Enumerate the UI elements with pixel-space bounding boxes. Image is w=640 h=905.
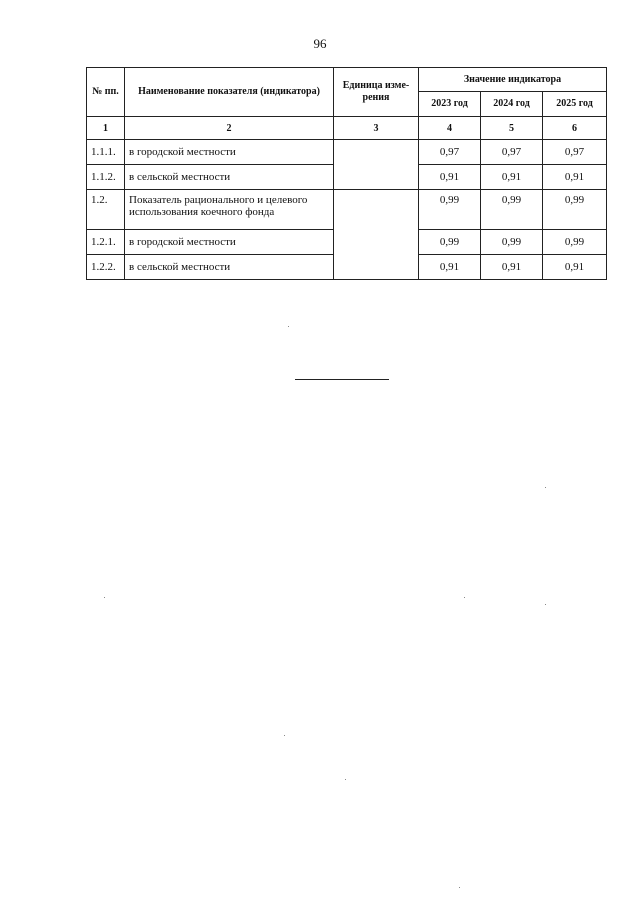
header-row	[87, 68, 607, 92]
row-name: Показатель рационального и целевого использования коечного фонда	[125, 190, 334, 230]
row-name: в сельской местности	[125, 255, 334, 280]
scan-speck	[464, 597, 465, 598]
scan-speck	[288, 326, 289, 327]
row-value-2024: 0,91	[481, 255, 543, 280]
row-number: 1.2.1.	[87, 230, 125, 255]
row-value-2025: 0,91	[543, 165, 607, 190]
header-value-group: Значение индикатора	[419, 68, 607, 92]
row-value-2023: 0,91	[419, 255, 481, 280]
column-number: 2	[125, 117, 334, 140]
row-value-2025: 0,97	[543, 140, 607, 165]
header-year-2023: 2023 год	[419, 92, 481, 117]
row-number: 1.1.1.	[87, 140, 125, 165]
row-value-2025: 0,99	[543, 190, 607, 230]
row-value-2023: 0,99	[419, 230, 481, 255]
row-name: в городской местности	[125, 140, 334, 165]
header-year-2025: 2025 год	[543, 92, 607, 117]
row-value-2023: 0,99	[419, 190, 481, 230]
row-name: в сельской местности	[125, 165, 334, 190]
row-value-2024: 0,99	[481, 190, 543, 230]
scan-speck	[345, 779, 346, 780]
scan-speck	[545, 604, 546, 605]
row-value-2025: 0,99	[543, 230, 607, 255]
row-value-2025: 0,91	[543, 255, 607, 280]
row-number: 1.2.	[87, 190, 125, 230]
column-numbers-row	[87, 117, 607, 140]
row-value-2023: 0,91	[419, 165, 481, 190]
column-number: 1	[87, 117, 125, 140]
row-number: 1.1.2.	[87, 165, 125, 190]
indicator-table	[86, 67, 607, 280]
table-row	[87, 190, 607, 230]
table-row	[87, 140, 607, 165]
scan-speck	[459, 887, 460, 888]
header-unit: Единица изме-рения	[334, 68, 419, 117]
row-value-2023: 0,97	[419, 140, 481, 165]
row-unit	[334, 140, 419, 190]
scan-speck	[284, 735, 285, 736]
header-year-2024: 2024 год	[481, 92, 543, 117]
row-number: 1.2.2.	[87, 255, 125, 280]
column-number: 4	[419, 117, 481, 140]
row-value-2024: 0,91	[481, 165, 543, 190]
section-divider	[295, 379, 389, 380]
column-number: 5	[481, 117, 543, 140]
header-name: Наименование показателя (индикатора)	[125, 68, 334, 117]
column-number: 6	[543, 117, 607, 140]
row-name: в городской местности	[125, 230, 334, 255]
page-number: 96	[313, 36, 327, 51]
row-value-2024: 0,99	[481, 230, 543, 255]
header-number: № пп.	[87, 68, 125, 117]
row-unit	[334, 190, 419, 280]
column-number: 3	[334, 117, 419, 140]
scan-speck	[104, 597, 105, 598]
scan-speck	[545, 487, 546, 488]
row-value-2024: 0,97	[481, 140, 543, 165]
